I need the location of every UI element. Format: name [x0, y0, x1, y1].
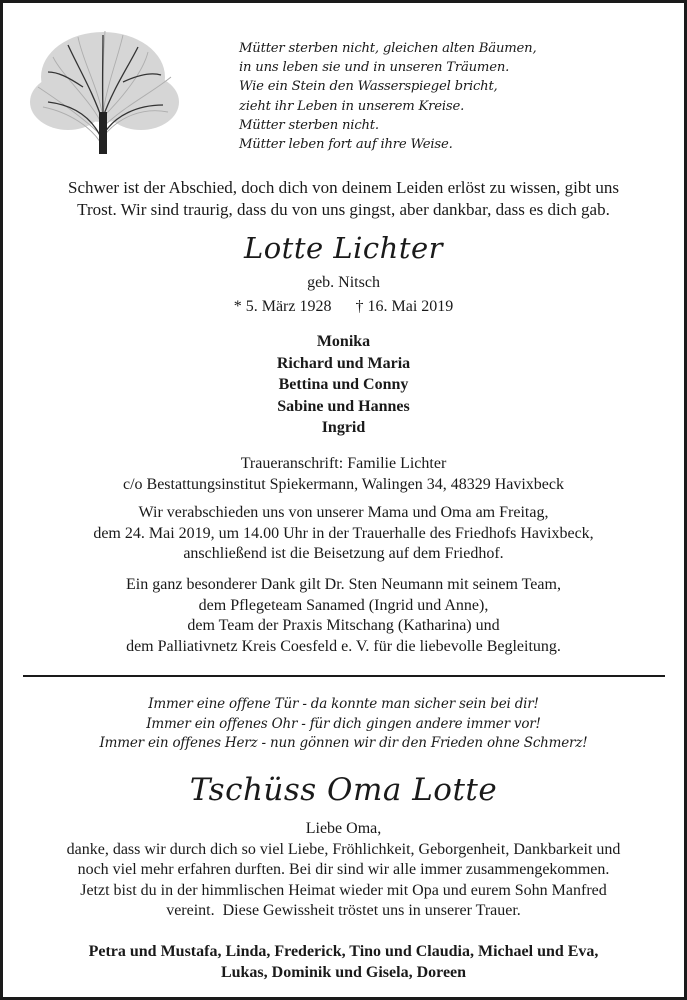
thanks-line: Ein ganz besonderer Dank gilt Dr. Sten Neumann mit seinem Team, — [126, 576, 561, 593]
service-line: dem 24. Mai 2019, um 14.00 Uhr in der Trauerhalle des Friedhofs Havixbeck, — [93, 524, 594, 542]
verse-line: Immer ein offenes Ohr - für dich gingen andere immer vor! — [146, 715, 541, 732]
poem-line: Wie ein Stein den Wasserspiegel bricht, — [239, 79, 498, 95]
family-member: Bettina und Conny — [278, 376, 409, 393]
service-line: anschließend ist die Beisetzung auf dem Friedhof. — [183, 545, 504, 562]
thanks-line: dem Palliativnetz Kreis Coesfeld e. V. für die liebevolle Begleitung. — [126, 637, 561, 655]
section-divider — [23, 675, 665, 677]
thanks-line: dem Team der Praxis Mitschang (Katharina) und — [187, 617, 500, 634]
signers-line: Lukas, Dominik und Gisela, Doreen — [220, 964, 467, 981]
signers-list — [3, 941, 684, 983]
letter-line: Jetzt bist du in der himmlischen Heimat wieder mit Opa und eurem Sohn Manfred — [80, 881, 607, 899]
mourning-address — [3, 454, 684, 495]
poem-verse — [239, 39, 536, 154]
verse-line: Immer eine offene Tür - da konnte man sicher sein bei dir! — [148, 696, 539, 712]
family-member: Ingrid — [321, 419, 366, 436]
intro-line: Trost. Wir sind traurig, dass du von uns gingst, aber dankbar, dass es dich gab. — [77, 200, 610, 219]
family-member: Sabine und Hannes — [277, 397, 410, 415]
signers-line: Petra und Mustafa, Linda, Frederick, Tino und Claudia, Michael und Eva, — [88, 943, 599, 960]
letter-line: vereint. Diese Gewissheit tröstet uns in unserer Trauer. — [166, 902, 521, 919]
letter-line: danke, dass wir durch dich so viel Liebe, Fröhlichkeit, Geborgenheit, Dankbarkeit und — [66, 840, 621, 858]
death-date: † 16. Mai 2019 — [355, 298, 454, 315]
intro-line: Schwer ist der Abschied, doch dich von deinem Leiden erlöst zu wissen, gibt uns — [68, 178, 619, 197]
intro-text — [3, 177, 684, 221]
deceased-name: Lotte Lichter — [243, 231, 444, 265]
verse-line: Immer ein offenes Herz - nun gönnen wir dir den Frieden ohne Schmerz! — [99, 735, 588, 751]
poem-line: zieht ihr Leben in unserem Kreise. — [239, 98, 465, 114]
poem-line: Mütter sterben nicht. — [239, 117, 379, 133]
grandchildren-verse — [3, 695, 684, 754]
letter-line: noch viel mehr erfahren durften. Bei dir sind wir alle immer zusammengekommen. — [77, 861, 610, 878]
birth-name: geb. Nitsch — [307, 274, 380, 291]
poem-line: Mütter sterben nicht, gleichen alten Bäumen, — [239, 41, 537, 56]
address-line: Traueranschrift: Familie Lichter — [240, 455, 447, 472]
poem-line: in uns leben sie und in unseren Träumen. — [239, 60, 510, 76]
life-dates — [3, 297, 684, 317]
address-line: c/o Bestattungsinstitut Spiekermann, Walingen 34, 48329 Havixbeck — [122, 475, 564, 493]
family-member: Richard und Maria — [276, 354, 411, 372]
letter-line: Liebe Oma, — [305, 820, 382, 837]
birth-date: * 5. März 1928 — [233, 298, 332, 315]
farewell-title: Tschüss Oma Lotte — [189, 772, 498, 808]
funeral-service-info — [3, 503, 684, 565]
thanks-text — [3, 575, 684, 657]
farewell-letter — [3, 819, 684, 922]
family-list — [3, 331, 684, 439]
service-line: Wir verabschieden uns von unserer Mama und Oma am Freitag, — [138, 504, 549, 521]
thanks-line: dem Pflegeteam Sanamed (Ingrid und Anne), — [198, 596, 489, 614]
poem-line: Mütter leben fort auf ihre Weise. — [239, 137, 453, 153]
family-member: Monika — [316, 333, 371, 350]
tree-icon — [23, 17, 183, 157]
